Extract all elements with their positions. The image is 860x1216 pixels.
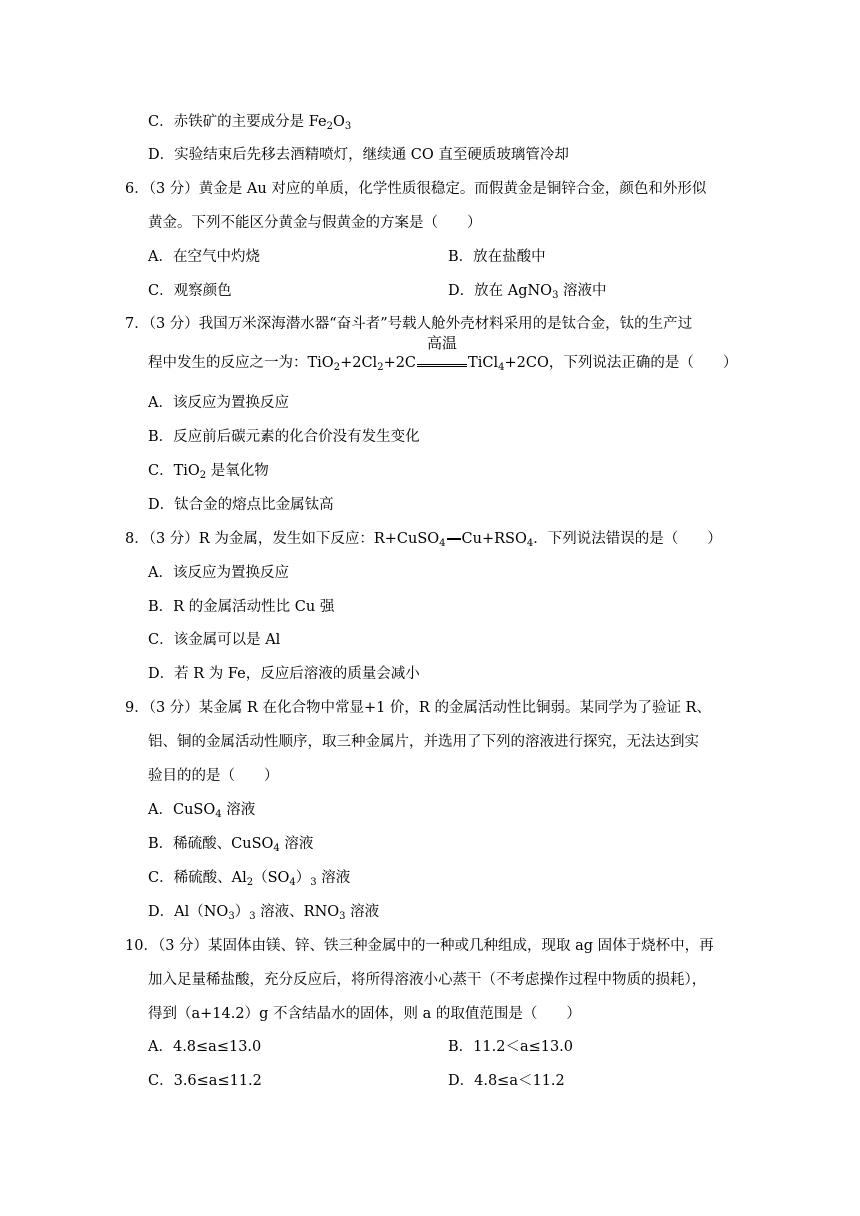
reaction-sign [447, 538, 461, 540]
q9-option-b: B．稀硫酸、CuSO$_4$ 溶液 [148, 836, 314, 854]
reaction-condition-sign: 高温 [417, 353, 467, 373]
q6-option-c: C．观察颜色 [148, 283, 232, 299]
q8-stem: 8．（3 分）R 为金属，发生如下反应：R+CuSO$_4$ $Cu+RSO_4$．下列说法错误的是（ ） [125, 531, 722, 549]
q8-option-b: B．R 的金属活动性比 Cu 强 [148, 599, 335, 615]
q7-stem-line2: 程中发生的反应之一为：$TiO_2+2Cl_2+2C$ 高温 TiCl$_4$+2CO，下列说法正确的是（ ） [148, 334, 738, 373]
q8-option-c: C．该金属可以是 Al [148, 632, 281, 648]
q10-stem-line2: 加入足量稀盐酸，充分反应后，将所得溶液小心蒸干（不考虑操作过程中物质的损耗）， [148, 972, 707, 988]
q7-stem-line1: 7．（3 分）我国万米深海潜水器“奋斗者”号载人舱外壳材料采用的是钛合金，钛的生产过 [125, 316, 693, 332]
q9-option-d: D．$Al(NO_3)_3$ 溶液、$RNO_3$ 溶液 [148, 904, 380, 922]
q6-stem-line2: 黄金。下列不能区分黄金与假黄金的方案是（ ） [148, 215, 482, 231]
q9-option-a: A．CuSO$_4$ 溶液 [148, 802, 256, 820]
q6-option-b: B．放在盐酸中 [448, 249, 546, 265]
q10-option-b: B．11.2＜a≤13.0 [448, 1039, 574, 1055]
q7-option-c: C．TiO$_2$ 是氧化物 [148, 463, 269, 481]
q6-option-a: A．在空气中灼烧 [148, 249, 260, 265]
q7-option-b: B．反应前后碳元素的化合价没有发生变化 [148, 429, 420, 445]
q5-option-d: D．实验结束后先移去酒精喷灯，继续通 CO 直至硬质玻璃管冷却 [148, 147, 569, 163]
q7-option-a: A．该反应为置换反应 [148, 395, 289, 411]
q10-stem-line3: 得到（a+14.2）g 不含结晶水的固体，则 a 的取值范围是（ ） [148, 1006, 581, 1022]
q9-stem-line2: 铝、铜的金属活动性顺序，取三种金属片，并选用了下列的溶液进行探究，无法达到实 [148, 734, 699, 750]
q10-option-d: D．4.8≤a＜11.2 [448, 1073, 565, 1089]
q7-option-d: D．钛合金的熔点比金属钛高 [148, 497, 334, 513]
q9-option-c: C．稀硫酸、$Al_2(SO_4)_3$ 溶液 [148, 870, 351, 888]
q10-option-a: A．4.8≤a≤13.0 [148, 1039, 262, 1055]
q10-option-c: C．3.6≤a≤11.2 [148, 1073, 262, 1089]
q9-stem-line3: 验目的的是（ ） [148, 768, 279, 784]
q9-stem-line1: 9．（3 分）某金属 R 在化合物中常显+1 价，R 的金属活动性比铜弱。某同学为了验证 R、 [125, 700, 711, 716]
q6-option-d: D．放在 AgNO$_3$ 溶液中 [448, 283, 607, 301]
q8-option-d: D．若 R 为 Fe，反应后溶液的质量会减小 [148, 666, 420, 682]
q10-stem-line1: 10．（3 分）某固体由镁、锌、铁三种金属中的一种或几种组成，现取 ag 固体于烧杯中，再 [125, 938, 714, 954]
q8-option-a: A．该反应为置换反应 [148, 565, 289, 581]
q6-stem-line1: 6．（3 分）黄金是 Au 对应的单质，化学性质很稳定。而假黄金是铜锌合金，颜色和外形似 [125, 181, 707, 197]
q5-option-c: C．赤铁矿的主要成分是 $Fe_2O_3$ [148, 114, 352, 132]
